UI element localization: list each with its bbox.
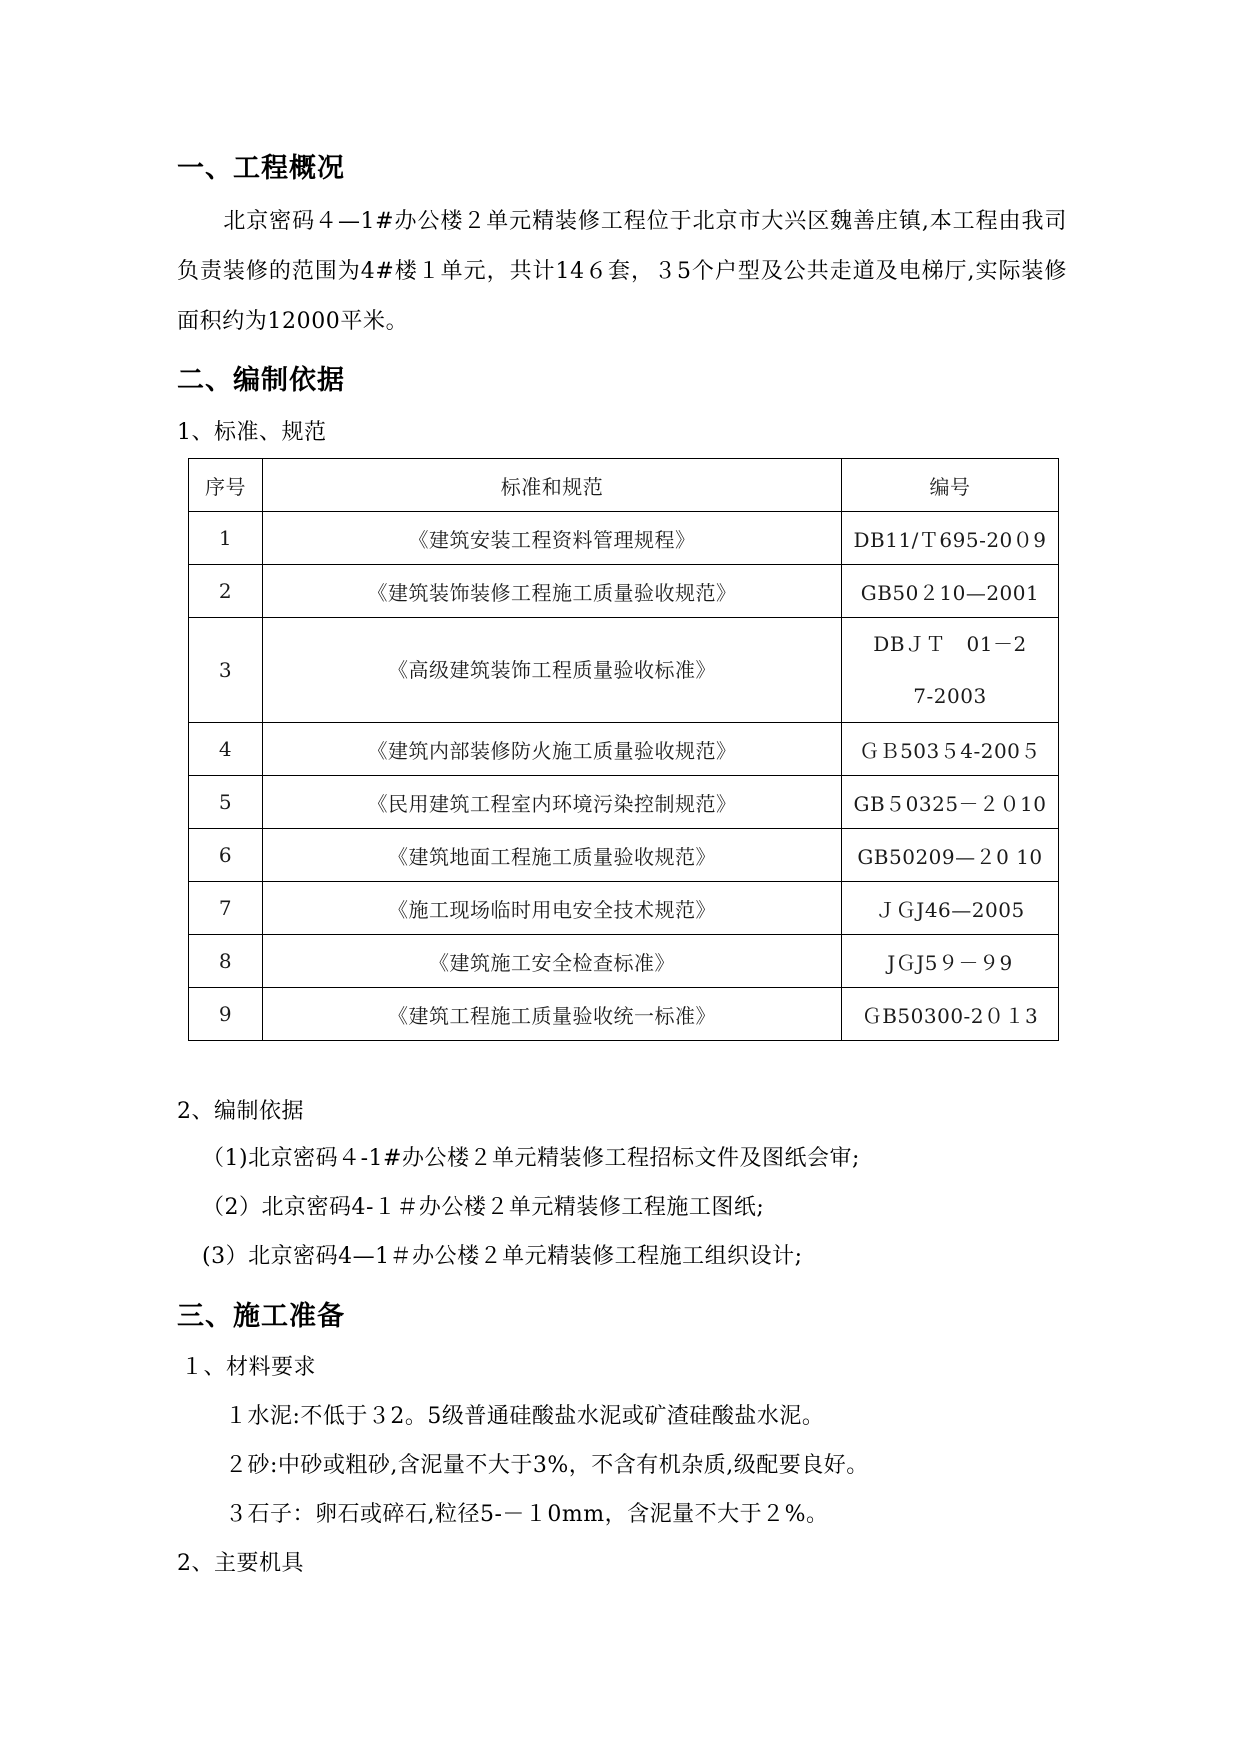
row-name: 《施工现场临时用电安全技术规范》	[263, 882, 842, 935]
table-row	[189, 723, 1059, 776]
row-no: 7	[189, 882, 263, 935]
material-item-1: １水泥:不低于３2。5级普通硅酸盐水泥或矿渣硅酸盐水泥。	[225, 1404, 825, 1429]
row-code: ＪＧJ46—2005	[842, 882, 1059, 935]
row-no: 5	[189, 776, 263, 829]
table-header-row	[189, 459, 1059, 512]
row-code: GB５0325－２０10	[842, 776, 1059, 829]
table-row	[189, 565, 1059, 618]
row-name: 《建筑地面工程施工质量验收规范》	[263, 829, 842, 882]
row-name: 《建筑安装工程资料管理规程》	[263, 512, 842, 565]
row-code: ＧＢ503５4-200５	[842, 723, 1059, 776]
row-name: 《民用建筑工程室内环境污染控制规范》	[263, 776, 842, 829]
table-header-code: 编号	[842, 459, 1059, 512]
row-no: 6	[189, 829, 263, 882]
row-code: GB50２10—2001	[842, 565, 1059, 618]
row-no: 2	[189, 565, 263, 618]
section1-paragraph	[177, 197, 1067, 347]
row-code-line2: 7-2003	[913, 684, 987, 708]
table-row	[189, 618, 1059, 723]
table-row	[189, 512, 1059, 565]
section3-heading: 三、施工准备	[177, 1301, 345, 1332]
row-no: 4	[189, 723, 263, 776]
row-code: JＧJ5９－９9	[842, 935, 1059, 988]
row-code	[842, 618, 1059, 723]
section2-heading: 二、编制依据	[177, 365, 345, 396]
section2-sub1: 1、标准、规范	[177, 420, 327, 445]
table-row	[189, 882, 1059, 935]
row-name: 《建筑内部装修防火施工质量验收规范》	[263, 723, 842, 776]
row-name: 《建筑装饰装修工程施工质量验收规范》	[263, 565, 842, 618]
material-item-2: ２砂:中砂或粗砂,含泥量不大于3%，不含有机杂质,级配要良好。	[225, 1453, 869, 1478]
table-row	[189, 988, 1059, 1041]
table-header-name: 标准和规范	[263, 459, 842, 512]
row-no: 8	[189, 935, 263, 988]
section3-sub1: １、材料要求	[181, 1355, 317, 1380]
basis-item-3: (3）北京密码4—1＃办公楼２单元精装修工程施工组织设计;	[202, 1244, 803, 1269]
row-no: 9	[189, 988, 263, 1041]
standards-table	[188, 458, 1059, 1041]
table-row	[189, 935, 1059, 988]
row-no: 3	[189, 618, 263, 723]
row-code: ＧB50300-2０１3	[842, 988, 1059, 1041]
row-name: 《建筑工程施工质量验收统一标准》	[263, 988, 842, 1041]
basis-item-1: （1)北京密码４-1#办公楼２单元精装修工程招标文件及图纸会审;	[202, 1146, 860, 1171]
section1-heading: 一、工程概况	[177, 153, 345, 184]
row-code: DB11/Ｔ695-20０9	[842, 512, 1059, 565]
basis-item-2: （2）北京密码4-１＃办公楼２单元精装修工程施工图纸;	[202, 1195, 765, 1220]
table-row	[189, 776, 1059, 829]
row-no: 1	[189, 512, 263, 565]
row-name: 《建筑施工安全检查标准》	[263, 935, 842, 988]
material-item-3: ３石子：卵石或碎石,粒径5-－１0mm，含泥量不大于２%。	[225, 1502, 829, 1527]
row-code-line1: DBＪＴ 01－2	[873, 632, 1027, 656]
row-name: 《高级建筑装饰工程质量验收标准》	[263, 618, 842, 723]
section2-sub2: 2、编制依据	[177, 1099, 304, 1124]
row-code: GB50209—２0 10	[842, 829, 1059, 882]
section3-sub2: 2、主要机具	[177, 1551, 304, 1576]
table-header-no: 序号	[189, 459, 263, 512]
table-row	[189, 829, 1059, 882]
section1-paragraph-text: 北京密码４—1#办公楼２单元精装修工程位于北京市大兴区魏善庄镇,本工程由我司负责装修的范围为4#楼１单元，共计14６套，３5个户型及公共走道及电梯厅,实际装修面积约为12000平米。	[177, 209, 1067, 334]
